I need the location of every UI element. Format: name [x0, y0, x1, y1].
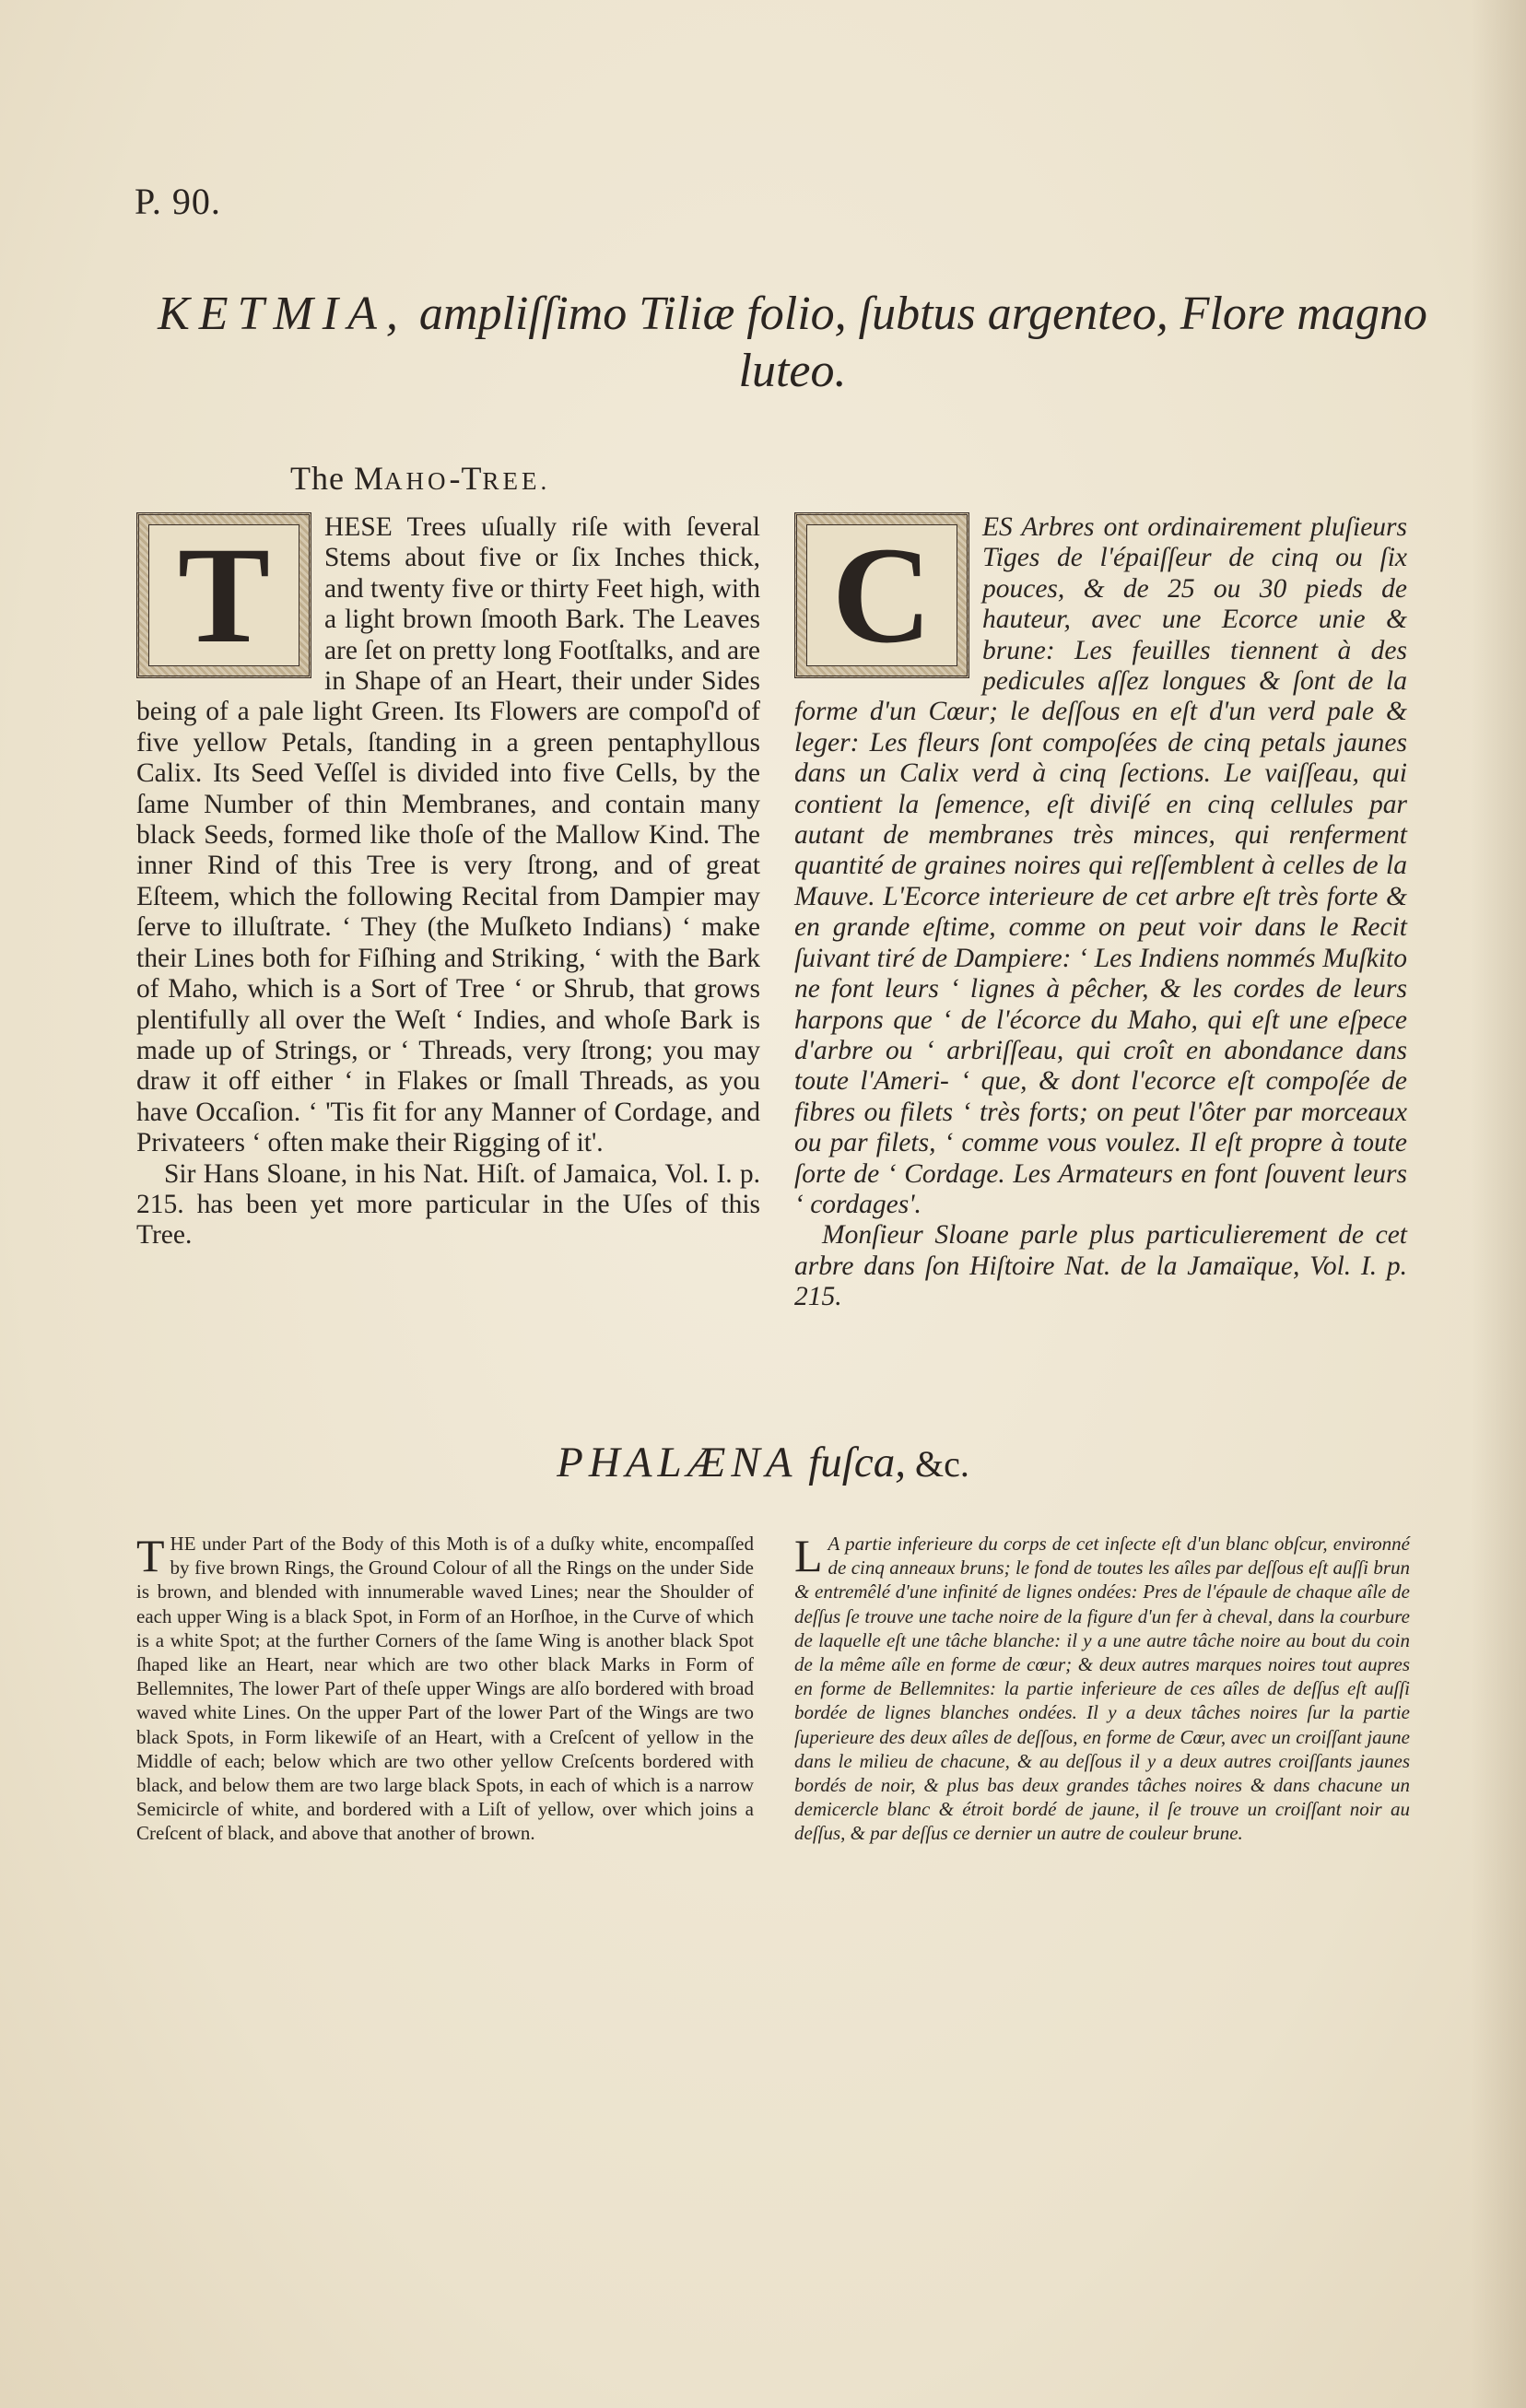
title-caps: PHALÆNA	[557, 1439, 798, 1486]
initial-letter: L	[794, 1530, 823, 1581]
title-rest: ampliſſimo Tiliæ folio, ſubtus argenteo, Flore magno luteo.	[406, 288, 1427, 397]
french-moth-paragraph: A partie inferieure du corps de cet inſecte eſt d'un blanc obſcur, environné de cinq anneaux bruns; le fond de toutes les aîles par deſſous eſt auſſi brun & entremêlé d'une infinité de lignes ondées: Pres de l'épaule de chaque aîle de deſſus ſe trouve une tache noire de la figure d'un fer à cheval, dans la courbure de laquelle eſt une tâche blanche: il y a une autre tâche noire au bout du coin de la même aîle en forme de cœur; & deux autres marques noires tout aupres en forme de Bellemnites: la partie inferieure de ces aîles de deſſus eſt auſſi bordée de lignes blanches ondées. Il y a deux tâches noires ſur la partie ſuperieure des deux aîles de deſſous, en forme de Cœur, avec un croiſſant jaune dans le milieu de chacune, & au deſſous il y a deux autres croiſſants jaunes bordés de noir, & plus bas deux grandes tâches noires & dans chacune un demicercle blanc & étroit bordé de jaune, il ſe trouve un croiſſant noir au deſſus, & par deſſus ce dernier un autre de couleur brune.	[794, 1533, 1410, 1845]
title-caps: KETMIA,	[158, 288, 407, 340]
section-title-phalaena	[0, 1438, 1526, 1487]
subheading-maho-tree	[290, 459, 550, 498]
subhead-part: The M	[290, 460, 384, 497]
dropcap-letter: C	[831, 519, 933, 672]
french-column-moth	[794, 1532, 1410, 1846]
page-number: P. 90.	[135, 181, 221, 222]
decorated-initial-t	[136, 512, 311, 678]
initial-letter: T	[136, 1530, 165, 1581]
subhead-part: REE.	[482, 467, 551, 495]
english-paragraph-1: HESE Trees uſually riſe with ſeveral Stems about five or ſix Inches thick, and twenty five or thirty Feet high, with a light brown ſmooth Bark. The Leaves are ſet on pretty long Footſtalks, and are in Shape of an Heart, their under Sides being of a pale light Green. Its Flowers are compoſ'd of five yellow Petals, ſtanding in a green pentaphyllous Calix. Its Seed Veſſel is divided into five Cells, by the ſame Number of thin Membranes, and contain many black Seeds, formed like thoſe of the Mallow Kind. The inner Rind of this Tree is very ſtrong, and of great Eſteem, which the following Recital from Dampier may ſerve to illuſtrate. ‘ They (the Muſketo Indians) ‘ make their Lines both for Fiſhing and Striking, ‘ with the Bark of Maho, which is a Sort of Tree ‘ or Shrub, that grows plentifully all over the Weſt ‘ Indies, and whoſe Bark is made up of Strings, or ‘ Threads, very ſtrong; you may draw it off either ‘ in Flakes or ſmall Threads, as you have Occaſion. ‘ 'Tis fit for any Manner of Cordage, and Privateers ‘ often make their Rigging of it'.	[136, 512, 760, 1158]
section-title-ketmia	[147, 286, 1438, 400]
english-column-moth	[136, 1532, 754, 1846]
page-spine-shadow	[1471, 0, 1526, 2408]
title-rest: fuſca,	[797, 1439, 906, 1486]
french-column-maho	[794, 512, 1407, 1313]
decorated-initial-c	[794, 512, 969, 678]
english-paragraph-2: Sir Hans Sloane, in his Nat. Hiſt. of Jamaica, Vol. I. p. 215. has been yet more particular in the Uſes of this Tree.	[136, 1158, 760, 1251]
subhead-part: AHO	[383, 467, 450, 495]
english-column-maho	[136, 512, 760, 1251]
french-paragraph-2: Monſieur Sloane parle plus particulierement de cet arbre dans ſon Hiſtoire Nat. de la Jamaïque, Vol. I. p. 215.	[794, 1220, 1407, 1312]
subhead-part: -T	[449, 460, 483, 497]
dropcap-letter: T	[177, 519, 271, 672]
french-paragraph-1: ES Arbres ont ordinairement pluſieurs Tiges de l'épaiſſeur de cinq ou ſix pouces, & de 25 ou 30 pieds de hauteur, avec une Ecorce unie & brune: Les feuilles tiennent à des pedicules aſſez longues & ſont de la forme d'un Cœur; le deſſous en eſt d'un verd pale & leger: Les fleurs ſont compoſées de cinq petals jaunes dans un Calix verd à cinq ſections. Le vaiſſeau, qui contient la ſemence, eſt diviſé en cinq cellules par autant de membranes très minces, qui renferment quantité de graines noires qui reſſemblent à celles de la Mauve. L'Ecorce interieure de cet arbre eſt très forte & en grande eſtime, comme on peut voir dans le Recit ſuivant tiré de Dampiere: ‘ Les Indiens nommés Muſkito ne font leurs ‘ lignes à pêcher, & les cordes de leurs harpons que ‘ de l'écorce du Maho, qui eſt une eſpece d'arbre ou ‘ arbriſſeau, qui croît en abondance dans toute l'Ameri‐ ‘ que, & dont l'ecorce eſt compoſée de fibres ou filets ‘ très forts; on peut l'ôter par morceaux ou par filets, ‘ comme vous voulez. Il eſt propre à toute ſorte de ‘ Cordage. Les Armateurs en font ſouvent leurs ‘ cordages'.	[794, 512, 1407, 1219]
title-tail: &c.	[905, 1443, 969, 1485]
english-moth-paragraph: HE under Part of the Body of this Moth is of a duſky white, encompaſſed by five brown Rings, the Ground Colour of all the Rings on the under Side is brown, and blended with innumerable waved Lines; near the Shoulder of each upper Wing is a black Spot, in Form of an Horſhoe, in the Curve of which is a white Spot; at the further Corners of the ſame Wing is another black Spot ſhaped like an Heart, near which are two other black Marks in Form of Bellemnites, The lower Part of theſe upper Wings are alſo bordered with broad waved white Lines. On the upper Part of the lower Part of the Wings are two black Spots, in Form likewiſe of an Heart, with a Creſcent of yellow in the Middle of each; below which are two other yellow Creſcents bordered with black, and below them are two large black Spots, in each of which is a narrow Semicircle of white, and bordered with a Liſt of yellow, over which joins a Creſcent of black, and above that another of brown.	[136, 1533, 754, 1845]
